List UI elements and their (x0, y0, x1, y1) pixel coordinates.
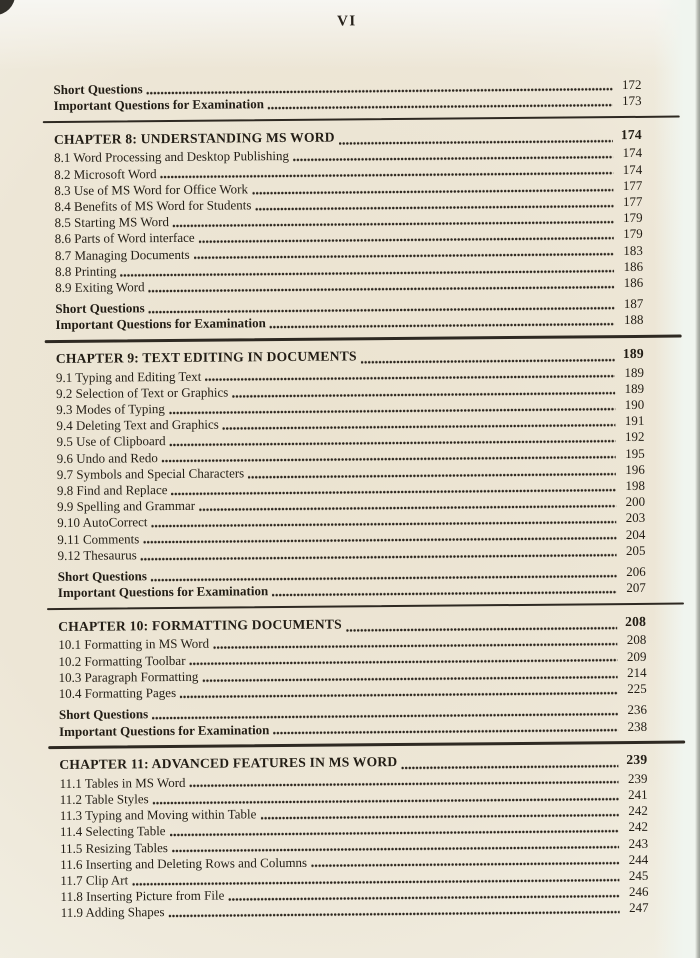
toc-entry-page: 247 (629, 900, 649, 916)
toc-entry-page: 186 (623, 274, 644, 291)
toc-entry-page: 192 (624, 429, 645, 445)
toc-entry-label: 11.5 Resizing Tables (60, 839, 168, 856)
toc-entry-page: 245 (628, 867, 649, 883)
toc-entry-label: 9.2 Selection of Text or Graphics (56, 384, 229, 401)
toc-entry-label: 8.6 Parts of Word interface (54, 230, 195, 247)
toc-entry-label: CHAPTER 8: UNDERSTANDING MS WORD (53, 129, 335, 147)
toc-entry-page: 191 (624, 413, 645, 429)
toc-entry-label: 8.3 Use of MS Word for Office Work (54, 181, 249, 198)
toc-entry-page: 242 (628, 802, 648, 819)
toc-entry-page: 174 (622, 145, 643, 161)
page-right-margin (654, 0, 700, 958)
toc-entry-page: 195 (625, 445, 645, 461)
toc-entry-label: 8.4 Benefits of MS Word for Students (54, 197, 252, 215)
page-number-header: VI (336, 13, 357, 30)
toc-entry-page: 190 (624, 396, 645, 413)
toc-entry-label: Short Questions (57, 568, 148, 585)
toc-entry-page: 173 (622, 93, 642, 109)
toc-entry-label: 10.4 Formatting Pages (58, 685, 177, 702)
toc-entry-page: 214 (627, 664, 647, 680)
dot-leader (401, 764, 618, 770)
toc-entry-page: 225 (627, 680, 647, 697)
dot-leader (273, 728, 618, 735)
toc-entry-label: 8.2 Microsoft Word (54, 165, 157, 182)
toc-entry-page: 183 (623, 242, 643, 258)
toc-entry-label: 11.4 Selecting Table (59, 823, 166, 840)
toc-entry-page: 189 (624, 364, 645, 380)
section-divider-line (47, 603, 684, 611)
toc-entry-page: 208 (625, 613, 647, 630)
dot-leader (149, 285, 615, 293)
toc-content (53, 9, 649, 922)
toc-entry-page: 206 (626, 563, 646, 580)
dot-leader (272, 590, 617, 597)
toc-entry-page: 243 (628, 835, 649, 851)
toc-entry-page: 244 (628, 851, 649, 867)
toc-entry-label: 9.3 Modes of Typing (56, 401, 165, 418)
toc-entry-page: 239 (626, 752, 648, 768)
dot-leader (361, 358, 615, 364)
toc-entry-page: 189 (622, 346, 644, 362)
toc-entry-label: 9.11 Comments (57, 530, 140, 547)
toc-entry-label: 11.3 Typing and Moving within Table (59, 806, 257, 824)
toc-entry-page: 203 (625, 510, 646, 526)
toc-entry-label: 9.9 Spelling and Grammar (57, 498, 196, 515)
toc-entry-page: 241 (628, 786, 648, 802)
dot-leader (346, 626, 617, 632)
toc-entry-label: CHAPTER 9: TEXT EDITING IN DOCUMENTS (55, 348, 357, 367)
toc-entry-label: 11.1 Tables in MS Word (59, 774, 186, 791)
toc-entry-label: Important Questions for Examination (57, 583, 269, 601)
dot-leader (180, 691, 618, 699)
toc-entry-page: 187 (623, 296, 644, 312)
toc-entry-page: 174 (620, 126, 642, 142)
toc-entry-page: 179 (623, 210, 643, 226)
dot-leader (169, 910, 620, 918)
dot-leader (268, 103, 613, 110)
toc-entry-label: 10.3 Paragraph Formatting (58, 668, 199, 685)
toc-entry-label: Short Questions (58, 706, 149, 723)
toc-entry-page: 196 (625, 461, 645, 477)
toc-entry-label: 8.8 Printing (54, 263, 117, 279)
toc-entry-page: 172 (621, 76, 642, 93)
toc-entry-label: 9.4 Deleting Text and Graphics (56, 416, 219, 434)
toc-entry-label: 10.1 Formatting in MS Word (58, 636, 210, 653)
scan-corner-artifact (0, 0, 15, 15)
toc-entry-page: 188 (623, 312, 644, 328)
toc-entry-page: 200 (625, 494, 646, 510)
page-edge-shadow (695, 0, 700, 958)
toc-entry-label: 9.1 Typing and Editing Text (55, 368, 202, 385)
dot-leader (141, 553, 617, 561)
toc-entry-page: 174 (622, 161, 643, 177)
toc-entry-page: 246 (628, 883, 649, 900)
table-of-contents (53, 77, 648, 922)
toc-entry-page: 189 (624, 380, 645, 396)
toc-entry-label: Important Questions for Examination (53, 96, 264, 114)
toc-entry-page: 186 (623, 258, 644, 274)
toc-entry-page: 239 (627, 770, 648, 786)
toc-entry-label: 9.8 Find and Replace (56, 482, 168, 499)
toc-entry-label: 9.5 Use of Clipboard (56, 433, 166, 450)
toc-entry-label: Important Questions for Examination (55, 315, 266, 333)
toc-entry-label: 9.7 Symbols and Special Characters (56, 465, 245, 482)
dot-leader (339, 139, 613, 145)
toc-entry-label: Important Questions for Examination (59, 721, 270, 739)
toc-entry-label: 11.8 Inserting Picture from File (60, 887, 225, 905)
toc-entry-label: Short Questions (55, 300, 145, 317)
toc-entry-label: 8.9 Exiting Word (55, 279, 145, 296)
toc-entry-label: 11.7 Clip Art (60, 872, 129, 888)
toc-entry-page: 177 (622, 193, 643, 210)
toc-entry-label: 9.6 Undo and Redo (56, 449, 158, 466)
toc-entry-label: 11.2 Table Styles (59, 791, 149, 807)
toc-entry-page: 208 (626, 632, 647, 648)
toc-entry-label: CHAPTER 10: FORMATTING DOCUMENTS (58, 616, 342, 634)
toc-entry-page: 204 (625, 526, 646, 542)
dot-leader (311, 862, 619, 869)
toc-entry-label: 8.7 Managing Documents (54, 246, 190, 263)
section-divider-line (48, 741, 685, 749)
toc-entry-page: 207 (626, 580, 646, 596)
toc-entry-page: 179 (623, 226, 643, 242)
toc-entry-label: 11.9 Adding Shapes (60, 904, 165, 921)
toc-entry-page: 177 (622, 177, 643, 193)
toc-entry-label: 11.6 Inserting and Deleting Rows and Columns (60, 854, 308, 872)
toc-entry-page: 209 (626, 648, 647, 664)
toc-entry-label: 8.1 Word Processing and Desktop Publishing (54, 148, 290, 166)
toc-entry-label: CHAPTER 11: ADVANCED FEATURES IN MS WORD (59, 754, 398, 773)
toc-entry-page: 238 (627, 718, 648, 734)
dot-leader (293, 155, 613, 162)
toc-entry-label: 10.2 Formatting Toolbar (58, 652, 186, 669)
toc-entry-label: 8.5 Starting MS Word (54, 214, 169, 231)
section-divider-line (43, 115, 680, 123)
dot-leader (270, 322, 615, 329)
section-divider-line (45, 335, 682, 343)
toc-entry-page: 236 (627, 702, 647, 718)
toc-entry-page: 198 (625, 477, 646, 494)
toc-entry-label: Short Questions (53, 81, 143, 98)
toc-entry-page: 205 (625, 542, 646, 558)
toc-entry-label: 9.10 AutoCorrect (57, 514, 148, 531)
toc-entry-label: 9.12 Thesaurus (57, 547, 137, 563)
toc-entry-page: 242 (628, 819, 648, 835)
